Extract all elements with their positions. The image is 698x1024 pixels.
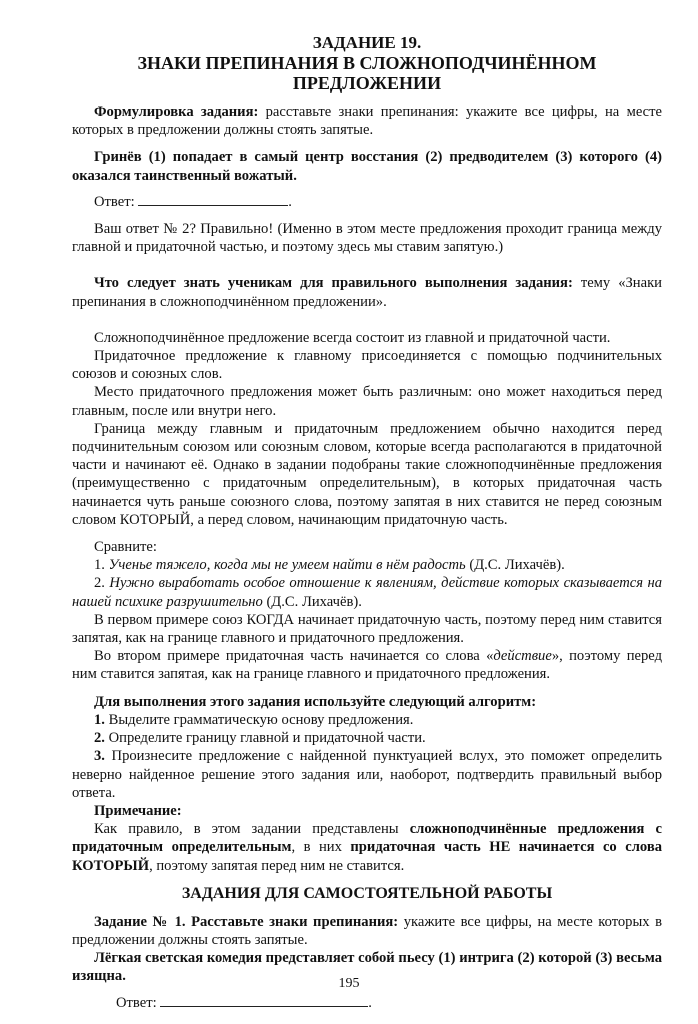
example-sentence: Гринёв (1) попадает в самый центр восстания (2) предводителем (3) которого (4) оказался таинственный вожатый. [72, 149, 662, 184]
task-label: Задание № 1. Расставьте знаки препинания: [94, 913, 399, 930]
step-number: 3. [94, 748, 105, 765]
compare-label: Сравните: [94, 539, 157, 556]
practice-sentence: Лёгкая светская комедия представляет собой пьесу (1) интрига (2) которой (3) весьма изящна. [72, 950, 662, 985]
explanation-text: Во втором примере придаточная часть начинается со слова « [94, 648, 494, 665]
step-text: Выделите грамматическую основу предложения. [104, 711, 414, 728]
task-text: укажите все цифры, на месте которых в предложении должны стоять запятые. [72, 913, 662, 948]
algorithm-label: Для выполнения этого задания используйте следующий алгоритм: [94, 693, 537, 710]
answer-end: . [368, 994, 372, 1011]
note-text: , поэтому запятая перед ним не ставится. [149, 857, 405, 874]
explanation-word: действие [493, 648, 552, 665]
knowledge-label: Что следует знать ученикам для правильного выполнения задания: [94, 275, 573, 292]
task-number-title: ЗАДАНИЕ 19. [312, 33, 422, 52]
note-paragraph [72, 820, 662, 875]
example-source: (Д.С. Лихачёв). [465, 557, 565, 574]
compare-example [72, 574, 662, 610]
step-text: Произнесите предложение с найденной пунктуацией вслух, это поможет определить неверно найденное решение этого задания или, наоборот, подтвердить правильный выбор ответа. [72, 748, 662, 801]
page-number: 195 [338, 976, 360, 991]
example-number: 1. [94, 557, 109, 574]
theory-paragraph: Сложноподчинённое предложение всегда состоит из главной и придаточной части. [94, 329, 611, 346]
note-label: Примечание: [94, 802, 182, 819]
step-number: 1. [94, 711, 105, 728]
explanation-text: », поэтому перед ним ставится запятая, как на границе главного и придаточного предложения. [72, 648, 662, 683]
note-bold: сложноподчинённые предложения с придаточным определительным [72, 821, 662, 856]
page-title: ЗНАКИ ПРЕПИНАНИЯ В СЛОЖНОПОДЧИНЁННОМ ПРЕДЛОЖЕНИИ [137, 53, 597, 93]
knowledge-paragraph [72, 274, 662, 310]
example-number: 2. [94, 575, 110, 592]
theory-paragraph: Граница между главным и придаточным предложением обычно находится перед подчинительным союзом или союзным словом, которые всегда располагаются в придаточной части и начинают её. Однако в задании подобраны такие сложноподчинённые предложения (преимущественно с придаточным определительным), в которых придаточная часть начинается чуть раньше союзного слова, поэтому запятая в них ставится не перед союзным словом КОТОРЫЙ, а перед словом, начинающим придаточную часть. [72, 420, 662, 528]
note-text: , в них [291, 839, 351, 856]
formulation-text: расставьте знаки препинания: укажите все цифры, на месте которых в предложении должны стоять запятые. [72, 104, 662, 139]
algorithm-step [72, 729, 662, 747]
document-page [72, 33, 662, 1021]
knowledge-text: тему «Знаки препинания в сложноподчинённом предложении». [72, 275, 662, 310]
formulation-label: Формулировка задания: [94, 104, 259, 120]
compare-example [72, 556, 662, 574]
practice-task [72, 913, 662, 949]
answer-line [72, 193, 662, 211]
practice-answer-line [72, 994, 662, 1012]
note-bold: придаточная часть НЕ начинается со слова КОТОРЫЙ [72, 839, 662, 874]
step-text: Определите границу главной и придаточной части. [104, 730, 426, 747]
theory-paragraph: Место придаточного предложения может быть различным: оно может находиться перед главным, после или внутри него. [72, 384, 662, 419]
compare-explanation [72, 647, 662, 683]
example-text: Ученье тяжело, когда мы не умеем найти в нём радость [108, 557, 466, 574]
algorithm-step [72, 711, 662, 729]
note-text: Как правило, в этом задании представлены [94, 821, 410, 838]
example-text: Нужно выработать особое отношение к явлениям, действие которых сказывается на нашей психике разрушительно [72, 575, 662, 610]
theory-paragraph: Придаточное предложение к главному присоединяется с помощью подчинительных союзов и союзных слов. [72, 348, 662, 383]
practice-heading: ЗАДАНИЯ ДЛЯ САМОСТОЯТЕЛЬНОЙ РАБОТЫ [181, 884, 553, 902]
answer-label: Ответ: [116, 994, 157, 1011]
answer-end: . [288, 193, 292, 210]
answer-blank [160, 994, 368, 1007]
algorithm-step [72, 747, 662, 802]
feedback: Ваш ответ № 2? Правильно! (Именно в этом месте предложения проходит граница между главной и придаточной частью, и поэтому здесь мы ставим запятую.) [72, 221, 662, 256]
answer-label: Ответ: [94, 193, 135, 210]
answer-blank [138, 193, 288, 206]
example-source: (Д.С. Лихачёв). [262, 593, 362, 610]
task-formulation [72, 103, 662, 139]
compare-explanation: В первом примере союз КОГДА начинает придаточную часть, поэтому перед ним ставится запятая, как на границе главного и придаточного предложения. [72, 611, 662, 647]
step-number: 2. [94, 730, 105, 747]
